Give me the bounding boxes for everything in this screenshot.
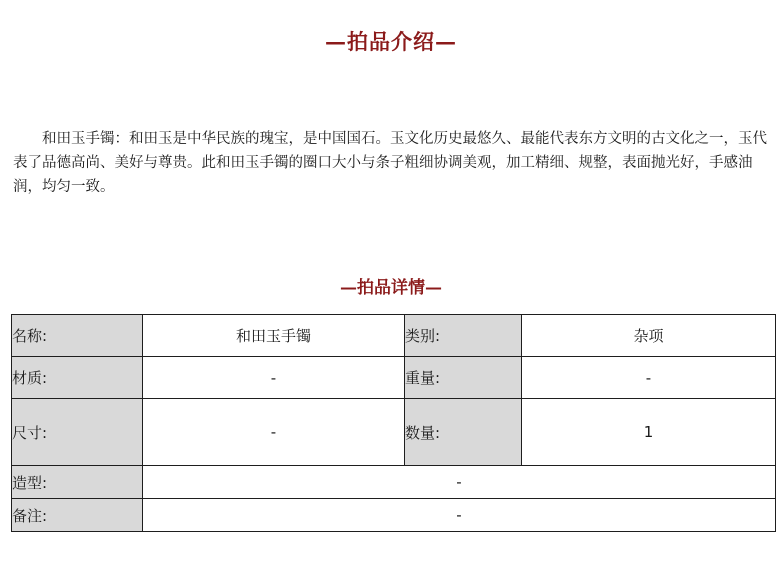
size-label: 尺寸: xyxy=(12,399,143,466)
material-label: 材质: xyxy=(12,357,143,399)
intro-section-title: —拍品介绍— xyxy=(325,29,457,54)
remarks-value: - xyxy=(143,499,776,532)
name-label: 名称: xyxy=(12,315,143,357)
size-value: - xyxy=(143,399,405,466)
table-row xyxy=(12,499,776,532)
quantity-label: 数量: xyxy=(405,399,522,466)
table-row xyxy=(12,315,776,357)
material-value: - xyxy=(143,357,405,399)
shape-value: - xyxy=(143,466,776,499)
details-section-title: —拍品详情— xyxy=(340,278,442,298)
weight-label: 重量: xyxy=(405,357,522,399)
table-row xyxy=(12,399,776,466)
table-row xyxy=(12,357,776,399)
category-label: 类别: xyxy=(405,315,522,357)
name-value: 和田玉手镯 xyxy=(143,315,405,357)
remarks-label: 备注: xyxy=(12,499,143,532)
quantity-value: 1 xyxy=(522,399,776,466)
details-table xyxy=(11,314,776,532)
table-row xyxy=(12,466,776,499)
intro-paragraph: 和田玉手镯：和田玉是中华民族的瑰宝，是中国国石。玉文化历史最悠久、最能代表东方文明的古文化之一，玉代表了品德高尚、美好与尊贵。此和田玉手镯的圈口大小与条子粗细协调美观，加工精细、规整，表面抛光好，手感油润，均匀一致。 xyxy=(13,131,767,195)
category-value: 杂项 xyxy=(522,315,776,357)
weight-value: - xyxy=(522,357,776,399)
shape-label: 造型: xyxy=(12,466,143,499)
